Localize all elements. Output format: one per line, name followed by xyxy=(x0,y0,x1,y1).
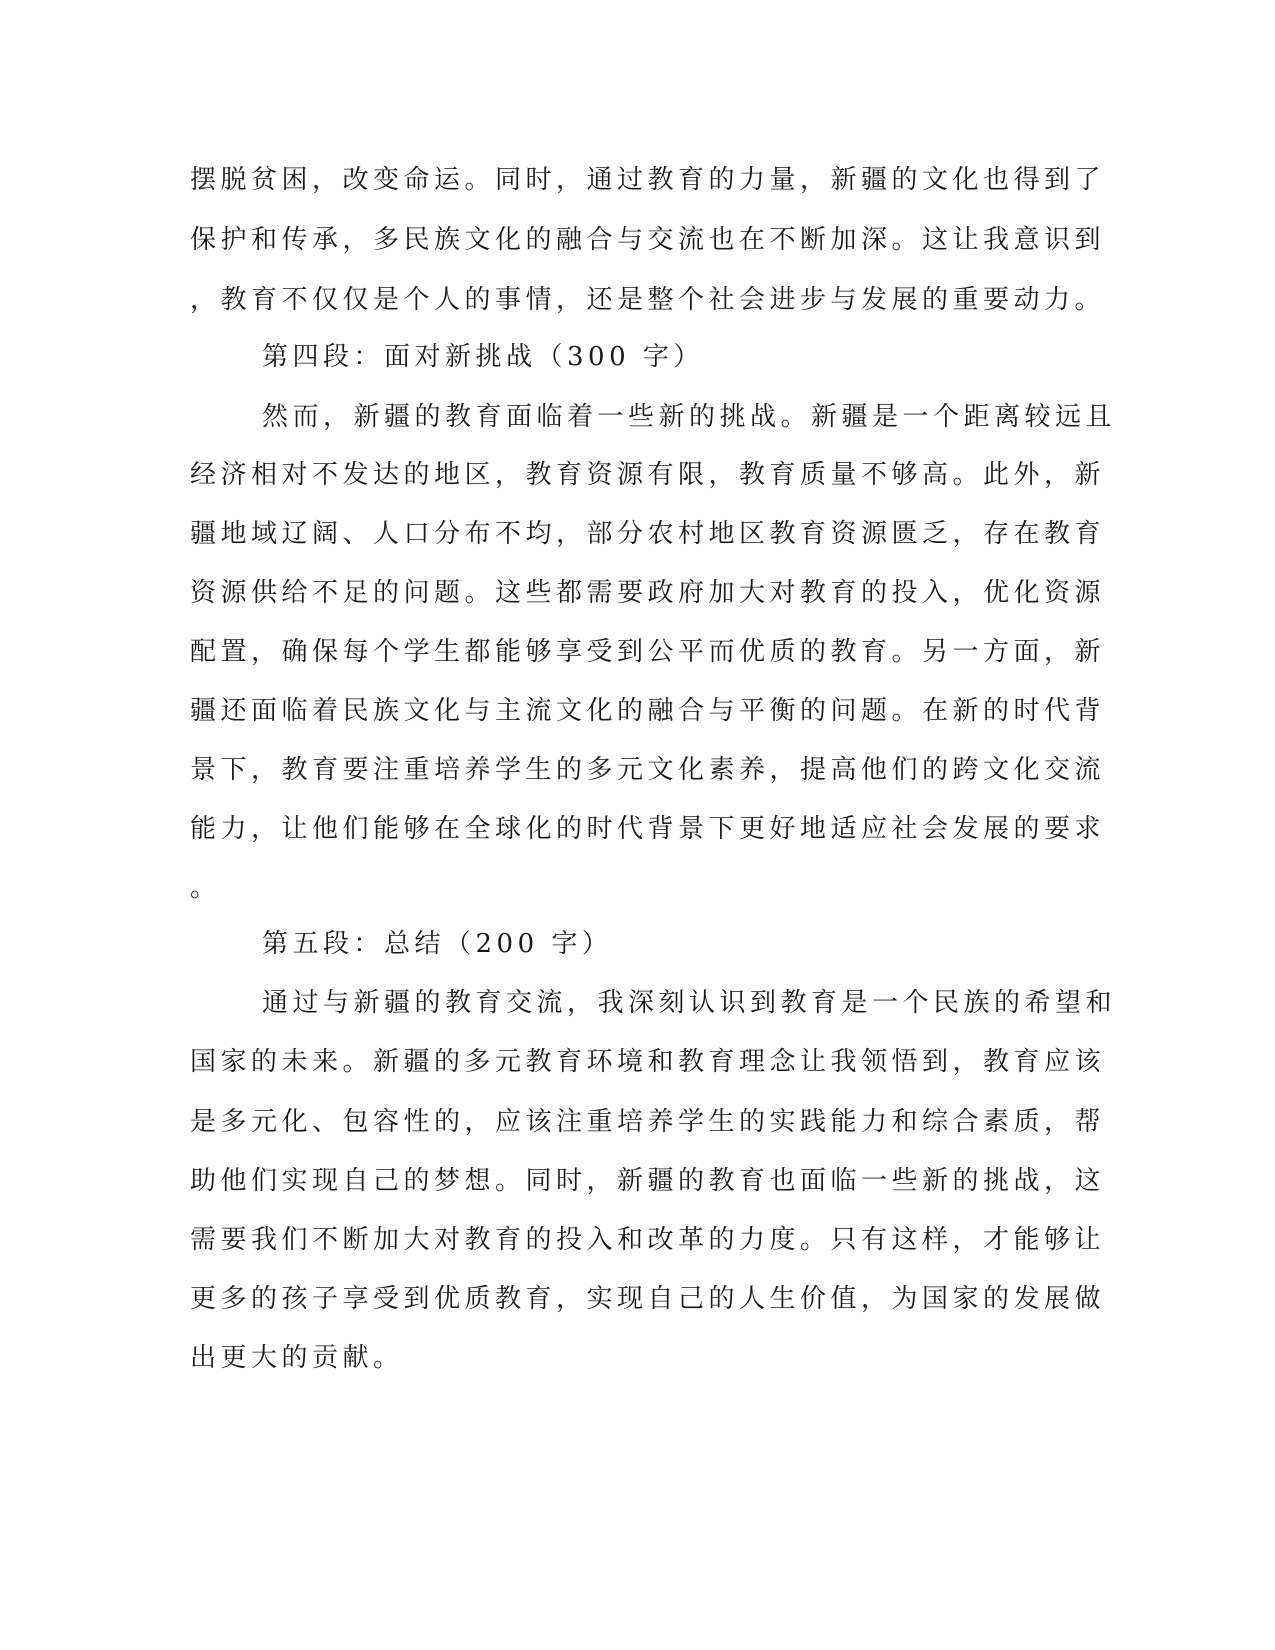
body-text-line: 摆脱贫困，改变命运。同时，通过教育的力量，新疆的文化也得到了 xyxy=(190,165,1106,195)
body-text-line: 更多的孩子享受到优质教育，实现自己的人生价值，为国家的发展做 xyxy=(190,1284,1106,1314)
body-text-line: 然而，新疆的教育面临着一些新的挑战。新疆是一个距离较远且 xyxy=(262,402,1117,432)
body-text-line: 配置，确保每个学生都能够享受到公平而优质的教育。另一方面，新 xyxy=(190,637,1106,667)
body-text-line: 疆还面临着民族文化与主流文化的融合与平衡的问题。在新的时代背 xyxy=(190,696,1106,726)
body-text-line: 疆地域辽阔、人口分布不均，部分农村地区教育资源匮乏，存在教育 xyxy=(190,519,1106,549)
body-text-line: 需要我们不断加大对教育的投入和改革的力度。只有这样，才能够让 xyxy=(190,1225,1106,1255)
body-text-line: 能力，让他们能够在全球化的时代背景下更好地适应社会发展的要求 xyxy=(190,814,1106,844)
body-text-line: 出更大的贡献。 xyxy=(190,1343,404,1373)
section-heading-5: 第五段：总结（200 字） xyxy=(262,929,613,959)
body-text-line: ，教育不仅仅是个人的事情，还是整个社会进步与发展的重要动力。 xyxy=(190,285,1106,315)
body-text-line: 景下，教育要注重培养学生的多元文化素养，提高他们的跨文化交流 xyxy=(190,755,1106,785)
body-text-line: 通过与新疆的教育交流，我深刻认识到教育是一个民族的希望和 xyxy=(262,988,1117,1018)
body-text-line: 保护和传承，多民族文化的融合与交流也在不断加深。这让我意识到 xyxy=(190,225,1106,255)
body-text-line: 经济相对不发达的地区，教育资源有限，教育质量不够高。此外，新 xyxy=(190,460,1106,490)
body-text-line: 是多元化、包容性的，应该注重培养学生的实践能力和综合素质，帮 xyxy=(190,1107,1106,1137)
body-text-line: 助他们实现自己的梦想。同时，新疆的教育也面临一些新的挑战，这 xyxy=(190,1166,1106,1196)
section-heading-4: 第四段：面对新挑战（300 字） xyxy=(262,342,704,372)
body-text-line: 资源供给不足的问题。这些都需要政府加大对教育的投入，优化资源 xyxy=(190,578,1106,608)
body-text-line: 国家的未来。新疆的多元教育环境和教育理念让我领悟到，教育应该 xyxy=(190,1047,1106,1077)
body-text-line: 。 xyxy=(190,873,221,903)
